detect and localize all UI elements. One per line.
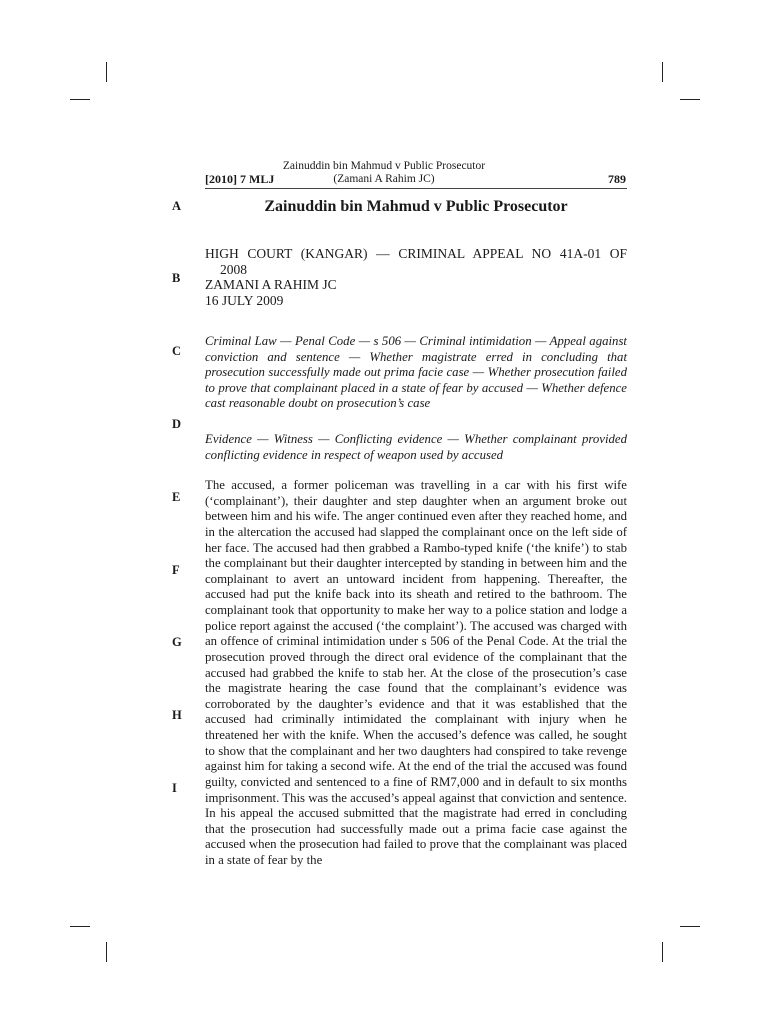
margin-letter-c: C <box>172 344 182 358</box>
margin-letter-a: A <box>172 199 182 213</box>
crop-mark <box>70 926 90 927</box>
catchwords-evidence: Evidence — Witness — Conflicting evidence — Whether complainant provided conflicting evidence in respect of weapon used by accused <box>205 432 627 462</box>
margin-letter-g: G <box>172 635 182 649</box>
header-rule <box>205 188 627 189</box>
court-line: HIGH COURT (KANGAR) — CRIMINAL APPEAL NO 41A-01 OF <box>205 246 627 261</box>
margin-letter-b: B <box>172 271 181 285</box>
margin-letter-f: F <box>172 563 180 577</box>
judgment-date: 16 JULY 2009 <box>205 292 284 308</box>
catchwords-criminal-law: Criminal Law — Penal Code — s 506 — Criminal intimidation — Appeal against conviction and sentence — Whether magistrate erred in concluding that prosecution successfully made out prima facie case — Whether prosecution failed to prove that complainant placed in a state of fear by accused — Whether defence cast reasonable doubt on prosecution’s case <box>205 334 627 411</box>
page-number: 789 <box>608 172 626 186</box>
margin-letter-h: H <box>172 708 182 722</box>
margin-letter-e: E <box>172 490 181 504</box>
court-line-cont: 2008 <box>220 261 247 277</box>
crop-mark <box>106 62 107 82</box>
running-title-line1: Zainuddin bin Mahmud v Public Prosecutor <box>282 160 486 172</box>
crop-mark <box>662 942 663 962</box>
margin-letter-i: I <box>172 781 177 795</box>
crop-mark <box>662 62 663 82</box>
citation: [2010] 7 MLJ <box>205 172 275 186</box>
court-details <box>205 246 627 308</box>
crop-mark <box>106 942 107 962</box>
crop-mark <box>680 99 700 100</box>
crop-mark <box>680 926 700 927</box>
case-title: Zainuddin bin Mahmud v Public Prosecutor <box>264 198 568 215</box>
running-title-line2: (Zamani A Rahim JC) <box>333 173 435 185</box>
crop-mark <box>70 99 90 100</box>
running-header-title <box>0 160 768 186</box>
headnote-paragraph: The accused, a former policeman was travelling in a car with his first wife (‘complainant’), their daughter and step daughter when an argument broke out between him and his wife. The anger continued even after they reached home, and in the altercation the accused had slapped the complainant once on the left side of her face. The accused had then grabbed a Rambo-typed knife (‘the knife’) to stab the complainant but their daughter intercepted by standing in between him and the complainant to avert an untoward incident from happening. Thereafter, the accused had put the knife back into its sheath and retired to the bathroom. The complainant took that opportunity to make her way to a police station and lodge a police report against the accused (‘the complaint’). The accused was charged with an offence of criminal intimidation under s 506 of the Penal Code. At the trial the prosecution proved through the direct oral evidence of the complainant that the accused had grabbed the knife to stab her. At the close of the prosecution’s case the magistrate hearing the case found that the complainant’s evidence was corroborated by the daughter’s evidence and that it was established that the accused had criminally intimidated the complainant with injury when he threatened her with the knife. When the accused’s defence was called, he sought to show that the complainant and her two daughters had conspired to take revenge against him for taking a second wife. At the end of the trial the accused was found guilty, convicted and sentenced to a fine of RM7,000 and in default to six months imprisonment. This was the accused’s appeal against that conviction and sentence. In his appeal the accused submitted that the magistrate had erred in concluding that the prosecution had successfully made out a prima facie case against the accused when the prosecution had failed to prove that the complainant was placed in a state of fear by the <box>205 478 627 867</box>
judge-name: ZAMANI A RAHIM JC <box>205 277 337 292</box>
margin-letter-d: D <box>172 417 182 431</box>
